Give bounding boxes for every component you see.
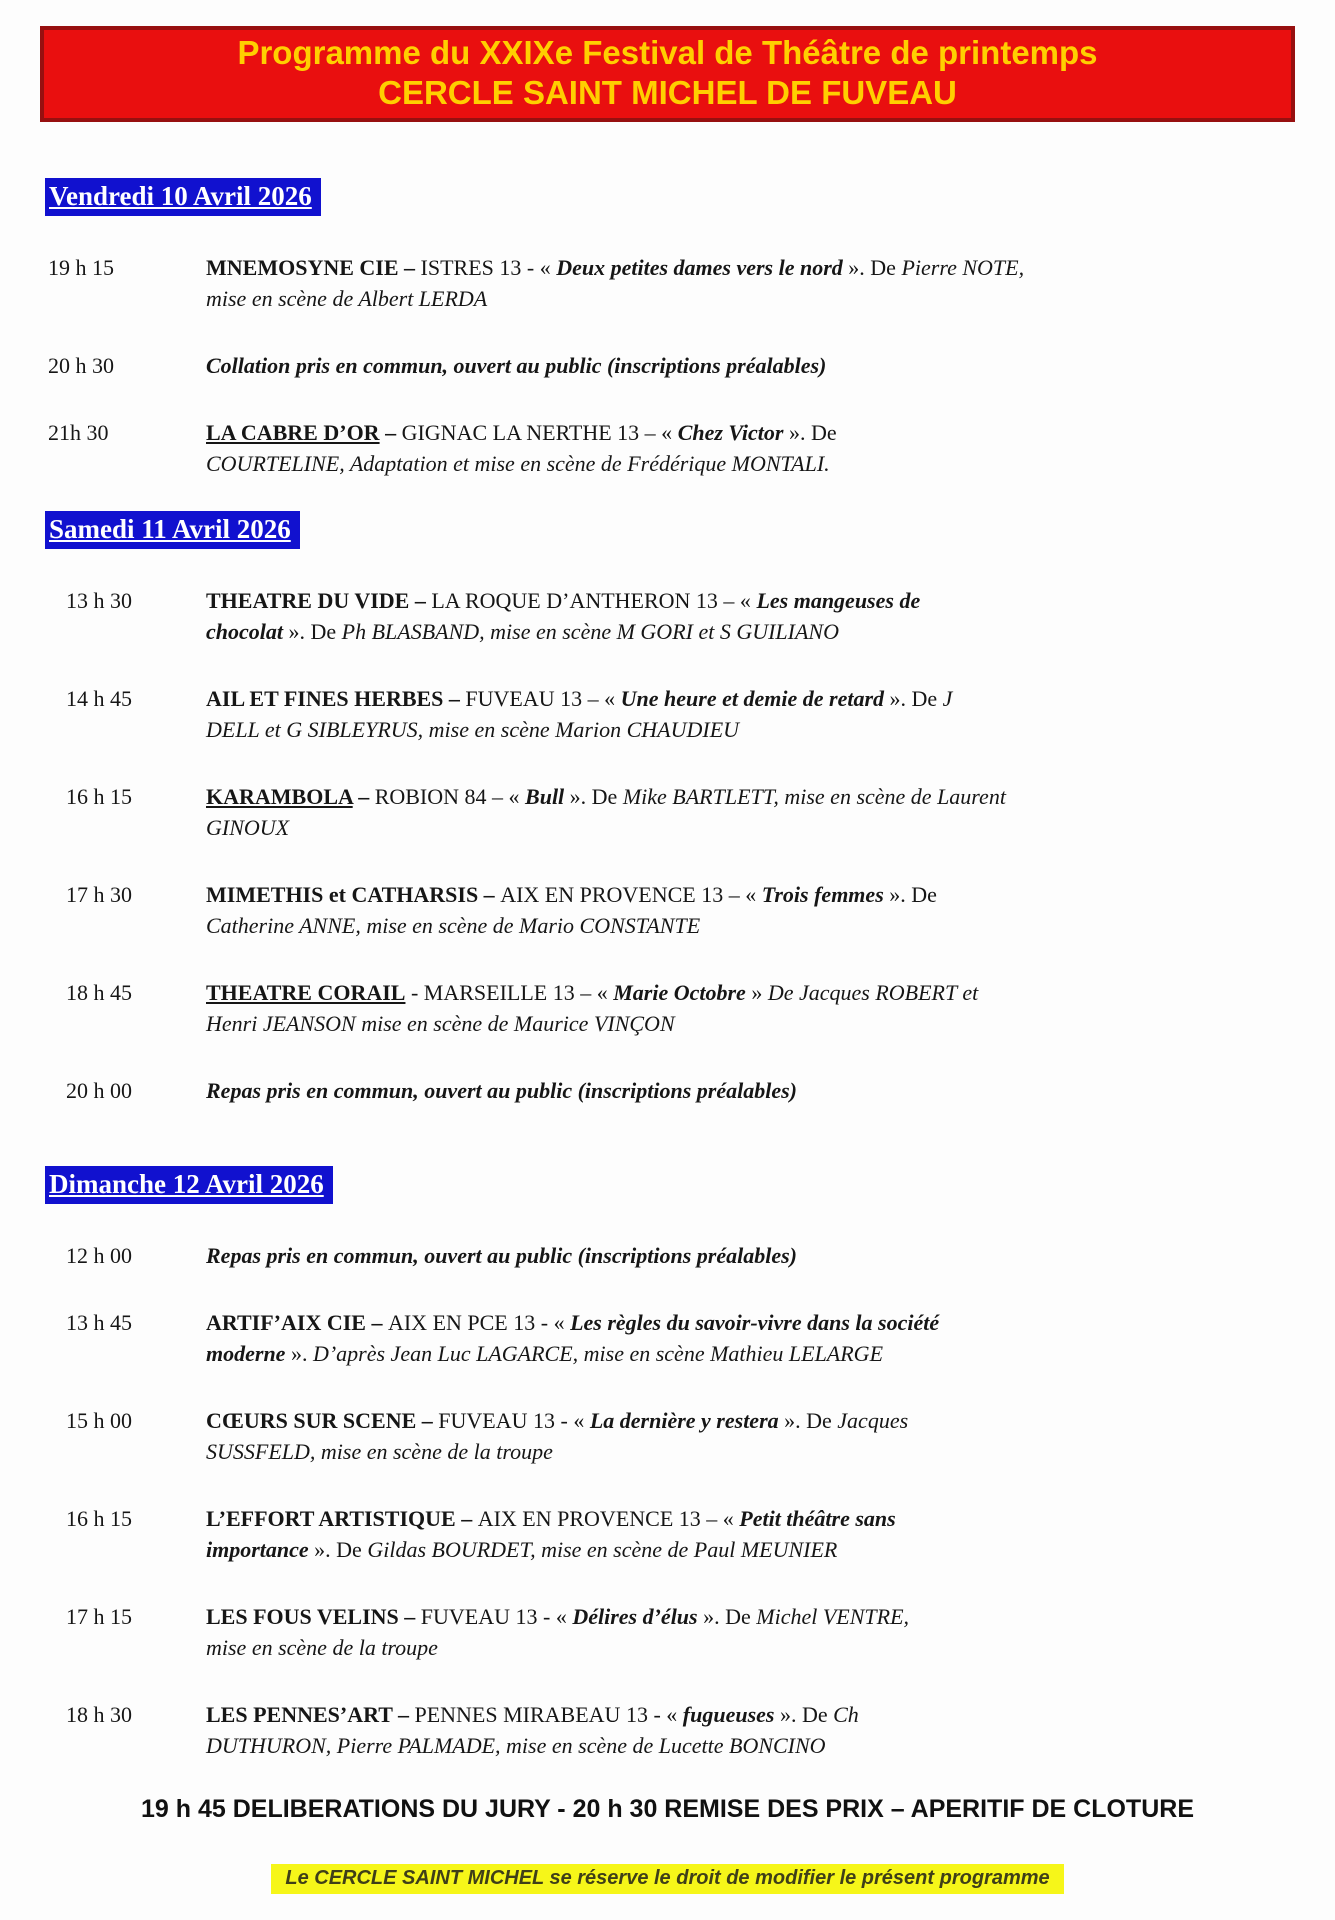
schedule-row — [0, 1307, 1335, 1369]
event-time: 17 h 30 — [66, 882, 132, 907]
programme-banner — [40, 26, 1295, 122]
schedule-row — [0, 1601, 1335, 1663]
event-time: 19 h 15 — [48, 255, 114, 280]
schedule-row — [0, 1503, 1335, 1565]
schedule-row — [0, 977, 1335, 1039]
event-description: Collation pris en commun, ouvert au public (inscriptions préalables) — [206, 353, 827, 378]
event-description: AIL ET FINES HERBES – FUVEAU 13 – « Une heure et demie de retard ». De J DELL et G SIBLEYRUS, mise en scène Marion CHAUDIEU — [206, 686, 953, 742]
event-time: 12 h 00 — [66, 1243, 132, 1268]
event-time: 18 h 30 — [66, 1702, 132, 1727]
disclaimer-wrap — [0, 1864, 1335, 1894]
schedule-row — [0, 350, 1335, 381]
event-time: 16 h 15 — [66, 784, 132, 809]
schedule-row — [0, 1075, 1335, 1106]
schedule-row — [0, 585, 1335, 647]
event-description: L’EFFORT ARTISTIQUE – AIX EN PROVENCE 13 – « Petit théâtre sans importance ». De Gildas BOURDET, mise en scène de Paul MEUNIER — [206, 1506, 896, 1562]
event-time: 18 h 45 — [66, 980, 132, 1005]
event-description: LA CABRE D’OR – GIGNAC LA NERTHE 13 – « Chez Victor ». De COURTELINE, Adaptation et mise en scène de Frédérique MONTALI. — [206, 420, 837, 476]
event-time: 20 h 30 — [48, 353, 114, 378]
event-description: LES PENNES’ART – PENNES MIRABEAU 13 - « fugueuses ». De Ch DUTHURON, Pierre PALMADE, mise en scène de Lucette BONCINO — [206, 1702, 859, 1758]
event-time: 15 h 00 — [66, 1408, 132, 1433]
banner-title-line2: CERCLE SAINT MICHEL DE FUVEAU — [378, 74, 957, 111]
event-description: THEATRE DU VIDE – LA ROQUE D’ANTHERON 13 – « Les mangeuses de chocolat ». De Ph BLASBAND, mise en scène M GORI et S GUILIANO — [206, 588, 921, 644]
event-description: MIMETHIS et CATHARSIS – AIX EN PROVENCE 13 – « Trois femmes ». De Catherine ANNE, mise en scène de Mario CONSTANTE — [206, 882, 937, 938]
event-description: Repas pris en commun, ouvert au public (inscriptions préalables) — [206, 1078, 797, 1103]
schedule-row — [0, 417, 1335, 479]
event-description: ARTIF’AIX CIE – AIX EN PCE 13 - « Les règles du savoir-vivre dans la société moderne ». D’après Jean Luc LAGARCE, mise en scène Mathieu LELARGE — [206, 1310, 940, 1366]
event-time: 17 h 15 — [66, 1604, 132, 1629]
schedule-row — [0, 683, 1335, 745]
day-header: Dimanche 12 Avril 2026 — [45, 1166, 333, 1204]
event-description: KARAMBOLA – ROBION 84 – « Bull ». De Mike BARTLETT, mise en scène de Laurent GINOUX — [206, 784, 1006, 840]
day-section — [0, 1166, 1335, 1761]
schedule-row — [0, 252, 1335, 314]
schedule-row — [0, 1240, 1335, 1271]
day-header: Vendredi 10 Avril 2026 — [45, 178, 321, 216]
event-time: 16 h 15 — [66, 1506, 132, 1531]
event-description: THEATRE CORAIL - MARSEILLE 13 – « Marie Octobre » De Jacques ROBERT et Henri JEANSON mise en scène de Maurice VINÇON — [206, 980, 979, 1036]
schedule-row — [0, 1405, 1335, 1467]
event-description: Repas pris en commun, ouvert au public (inscriptions préalables) — [206, 1243, 797, 1268]
banner-title-line1: Programme du XXIXe Festival de Théâtre de printemps — [237, 34, 1098, 71]
event-description: LES FOUS VELINS – FUVEAU 13 - « Délires d’élus ». De Michel VENTRE, mise en scène de la troupe — [206, 1604, 910, 1660]
day-header: Samedi 11 Avril 2026 — [45, 511, 300, 549]
event-time: 14 h 45 — [66, 686, 132, 711]
schedule-row — [0, 1699, 1335, 1761]
schedule-row — [0, 879, 1335, 941]
event-time: 20 h 00 — [66, 1078, 132, 1103]
event-description: MNEMOSYNE CIE – ISTRES 13 - « Deux petites dames vers le nord ». De Pierre NOTE, mise en scène de Albert LERDA — [206, 255, 1025, 311]
days — [0, 178, 1335, 1761]
disclaimer-highlight: Le CERCLE SAINT MICHEL se réserve le droit de modifier le présent programme — [271, 1864, 1063, 1894]
event-description: CŒURS SUR SCENE – FUVEAU 13 - « La dernière y restera ». De Jacques SUSSFELD, mise en scène de la troupe — [206, 1408, 909, 1464]
event-time: 21h 30 — [48, 420, 109, 445]
event-time: 13 h 30 — [66, 588, 132, 613]
event-time: 13 h 45 — [66, 1310, 132, 1335]
schedule-row — [0, 781, 1335, 843]
jury-closing-line: 19 h 45 DELIBERATIONS DU JURY - 20 h 30 REMISE DES PRIX – APERITIF DE CLOTURE — [141, 1795, 1194, 1823]
day-section — [0, 178, 1335, 479]
day-section — [0, 511, 1335, 1106]
